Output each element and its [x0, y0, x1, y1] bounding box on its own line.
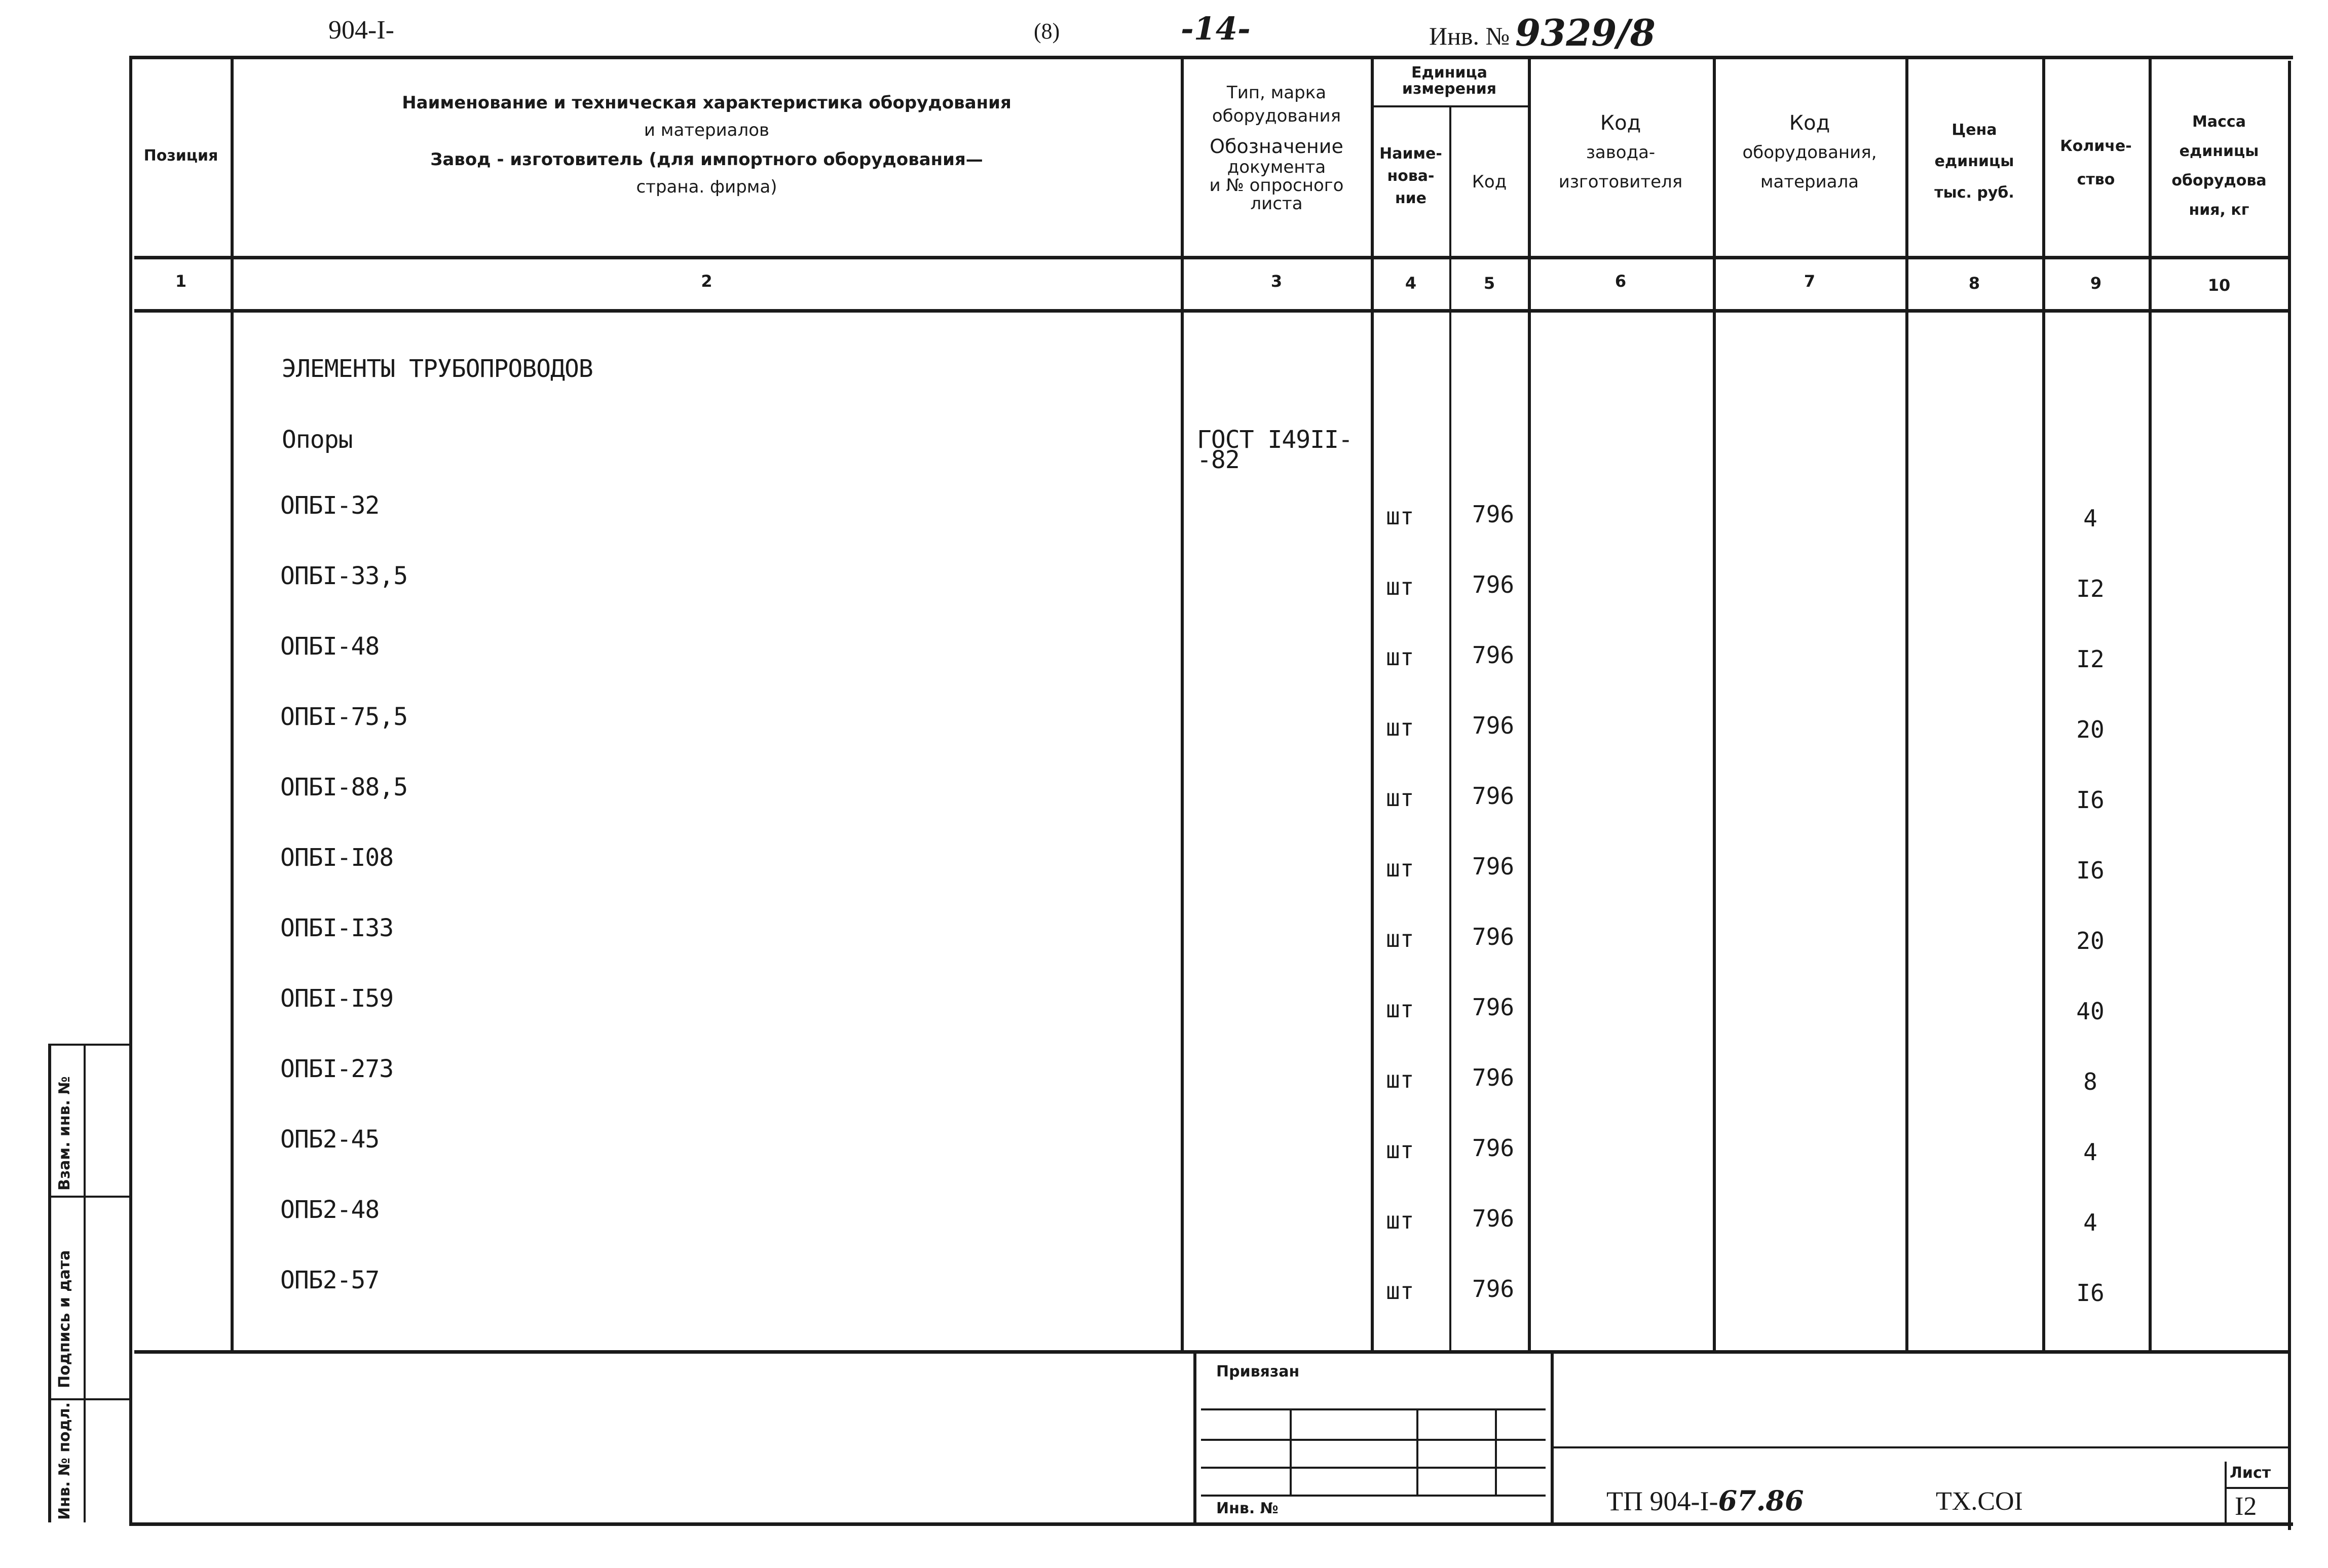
sidebar-line-3 [48, 1398, 129, 1400]
header-price-line1: Цена [1951, 121, 1997, 139]
item-name: ОПБI-I59 [280, 984, 394, 1013]
item-quantity: I2 [2076, 575, 2105, 602]
header-type-line4: документа [1227, 157, 1326, 177]
item-unit: шт [1386, 503, 1414, 530]
header-unit-name-line2: нова- [1387, 167, 1435, 185]
header-factory-code-line2: завода- [1586, 142, 1656, 163]
item-quantity: 8 [2083, 1068, 2097, 1095]
item-name: ОПБI-88,5 [280, 773, 408, 801]
header-name [234, 91, 1179, 199]
doc-type: ТХ.СОI [1936, 1487, 2023, 1516]
item-name: ОПБI-I08 [280, 844, 394, 872]
item-name: ОПБ2-57 [280, 1266, 380, 1294]
sidebar-swap-inv: Взам. инв. № [56, 1076, 73, 1191]
sidebar-top-line [48, 1044, 129, 1046]
frame-top-line [129, 56, 2293, 59]
item-quantity: 4 [2083, 1209, 2097, 1236]
series-number: (8) [1034, 19, 1060, 44]
frame-right-line [2288, 61, 2291, 1530]
sheet-number: I2 [2235, 1492, 2257, 1521]
sidebar-sign-date: Подпись и дата [56, 1250, 73, 1388]
item-name: ОПБI-273 [280, 1055, 394, 1083]
footer-divider-left [1193, 1350, 1196, 1522]
header-name-line3: Завод - изготовитель (для импортного оборудования— [430, 149, 983, 170]
sidebar-line-2 [48, 1196, 129, 1198]
header-unit-code: Код [1472, 172, 1507, 192]
standard-line1: ГОСТ I49II- [1197, 426, 1353, 454]
standard-reference [1197, 426, 1353, 474]
unit-group-line [1371, 105, 1528, 107]
header-equipment-code-line3: материала [1760, 172, 1859, 192]
item-unit: шт [1386, 573, 1414, 600]
item-name: ОПБI-32 [280, 491, 380, 520]
sheet-label: Лист [2230, 1464, 2271, 1482]
footer-sheet-line [2225, 1487, 2288, 1489]
header-price-line2: единицы [1934, 152, 2014, 170]
subsection-title: Опоры [282, 426, 353, 454]
page-number: -14- [1181, 10, 1251, 47]
col-divider-6 [1713, 56, 1716, 1350]
frame-bottom-line [129, 1522, 2293, 1526]
header-type-line1: Тип, марка [1226, 83, 1327, 103]
col-divider-2 [1181, 56, 1184, 1350]
header-type-line2: оборудования [1212, 106, 1341, 126]
item-unit: шт [1386, 855, 1414, 882]
item-code: 796 [1472, 501, 1515, 528]
footer-top-line [134, 1350, 2288, 1354]
header-factory-code-line1: Код [1600, 111, 1641, 135]
header-unit-group [1373, 65, 1525, 97]
col-divider-7 [1905, 56, 1908, 1350]
item-code: 796 [1472, 1275, 1515, 1303]
footer-title-line [1551, 1446, 2288, 1448]
header-type [1184, 81, 1369, 213]
item-name: ОПБI-33,5 [280, 562, 408, 590]
header-position: Позиция [143, 147, 218, 165]
inventory-label: Инв. № [1429, 22, 1510, 50]
item-quantity: 4 [2083, 1138, 2097, 1166]
bound-grid-col-1 [1290, 1408, 1292, 1495]
item-quantity: I6 [2076, 1279, 2105, 1307]
colnum-10: 10 [2207, 276, 2231, 295]
header-type-line5: и № опросного [1209, 175, 1344, 196]
item-unit: шт [1386, 1207, 1414, 1234]
frame-left-line [129, 56, 132, 1525]
colnum-8: 8 [1968, 274, 1980, 293]
header-mass [2152, 107, 2286, 225]
item-unit: шт [1386, 1136, 1414, 1164]
header-equipment-code-line1: Код [1789, 111, 1830, 135]
header-name-line1: Наименование и техническая характеристика оборудования [402, 93, 1011, 113]
footer-sheet-divider [2225, 1462, 2227, 1522]
header-unit-name-line1: Наиме- [1379, 145, 1442, 163]
colnum-bottom-line [134, 309, 2288, 313]
bound-grid-col-3 [1495, 1408, 1497, 1495]
header-equipment-code [1716, 108, 1903, 197]
colnum-3: 3 [1270, 272, 1283, 291]
item-unit: шт [1386, 1066, 1414, 1093]
item-code: 796 [1472, 1134, 1515, 1162]
item-quantity: I6 [2076, 786, 2105, 814]
section-title: ЭЛЕМЕНТЫ ТРУБОПРОВОДОВ [282, 355, 593, 383]
header-price [1908, 114, 2040, 209]
item-unit: шт [1386, 1277, 1414, 1305]
item-name: ОПБI-75,5 [280, 703, 408, 731]
header-quantity-line2: ство [2077, 171, 2115, 188]
col-divider-5 [1528, 56, 1531, 1350]
header-mass-line4: ния, кг [2189, 201, 2249, 219]
footer-divider-right [1551, 1350, 1554, 1522]
header-type-line6: листа [1250, 194, 1303, 214]
col-divider-4 [1449, 106, 1451, 1350]
bound-grid-line-1 [1201, 1408, 1546, 1410]
bound-label: Привязан [1216, 1363, 1300, 1381]
item-quantity: 40 [2076, 998, 2105, 1025]
item-code: 796 [1472, 1064, 1515, 1091]
header-quantity [2045, 130, 2147, 197]
item-code: 796 [1472, 641, 1515, 669]
item-unit: шт [1386, 925, 1414, 952]
bound-grid-line-3 [1201, 1467, 1546, 1469]
colnum-5: 5 [1483, 274, 1495, 293]
item-unit: шт [1386, 784, 1414, 812]
item-code: 796 [1472, 853, 1515, 880]
doc-code-prefix: ТП 904-I- [1606, 1486, 1718, 1516]
colnum-7: 7 [1804, 272, 1816, 291]
colnum-1: 1 [175, 272, 187, 291]
standard-line2: -82 [1197, 446, 1240, 474]
doc-code-handwritten: 67.86 [1718, 1484, 1804, 1517]
col-divider-9 [2149, 56, 2152, 1350]
header-factory-code-line3: изготовителя [1558, 172, 1683, 192]
header-type-line3: Обозначение [1210, 135, 1343, 158]
item-unit: шт [1386, 996, 1414, 1023]
header-unit-group-line1: Единица [1411, 64, 1487, 82]
item-quantity: 4 [2083, 505, 2097, 532]
header-equipment-code-line2: оборудования, [1742, 142, 1877, 163]
item-name: ОПБI-I33 [280, 914, 394, 942]
item-quantity: 20 [2076, 927, 2105, 954]
colnum-2: 2 [701, 272, 712, 291]
header-name-line4: страна. фирма) [636, 177, 777, 197]
header-bottom-line [134, 256, 2288, 259]
item-code: 796 [1472, 571, 1515, 598]
footer-inv-label: Инв. № [1216, 1500, 1279, 1517]
item-code: 796 [1472, 712, 1515, 739]
header-price-line3: тыс. руб. [1934, 184, 2014, 202]
item-code: 796 [1472, 1205, 1515, 1232]
header-quantity-line1: Количе- [2060, 137, 2132, 155]
item-quantity: 20 [2076, 716, 2105, 743]
bound-grid-line-2 [1201, 1439, 1546, 1441]
sidebar-left-line [48, 1044, 51, 1522]
item-quantity: I6 [2076, 857, 2105, 884]
item-name: ОПБ2-48 [280, 1196, 380, 1224]
item-unit: шт [1386, 643, 1414, 671]
item-name: ОПБ2-45 [280, 1125, 380, 1154]
item-quantity: I2 [2076, 645, 2105, 673]
item-code: 796 [1472, 923, 1515, 950]
col-divider-1 [231, 56, 234, 1350]
header-mass-line2: единицы [2179, 142, 2259, 160]
header-unit-name-line3: ние [1395, 189, 1427, 207]
bound-grid-line-4 [1201, 1495, 1546, 1497]
bound-grid-col-2 [1416, 1408, 1418, 1495]
doc-code [1606, 1484, 1804, 1517]
col-divider-8 [2042, 56, 2045, 1350]
header-name-line2: и материалов [644, 120, 770, 140]
header-unit-name [1373, 143, 1448, 210]
item-code: 796 [1472, 782, 1515, 810]
sidebar-mid-line [84, 1044, 86, 1522]
series-label: 904-I- [328, 16, 394, 45]
colnum-9: 9 [2090, 274, 2102, 293]
item-unit: шт [1386, 714, 1414, 741]
colnum-4: 4 [1405, 274, 1417, 293]
sidebar-orig-inv: Инв. № подл. [56, 1402, 73, 1520]
header-mass-line3: оборудова [2171, 172, 2267, 189]
item-name: ОПБI-48 [280, 632, 380, 661]
inventory-number: 9329/8 [1515, 11, 1656, 54]
header-unit-group-line2: измерения [1402, 80, 1497, 98]
item-code: 796 [1472, 993, 1515, 1021]
colnum-6: 6 [1614, 272, 1627, 291]
header-factory-code [1530, 108, 1711, 197]
header-mass-line1: Масса [2192, 113, 2246, 131]
col-divider-3 [1371, 56, 1374, 1350]
